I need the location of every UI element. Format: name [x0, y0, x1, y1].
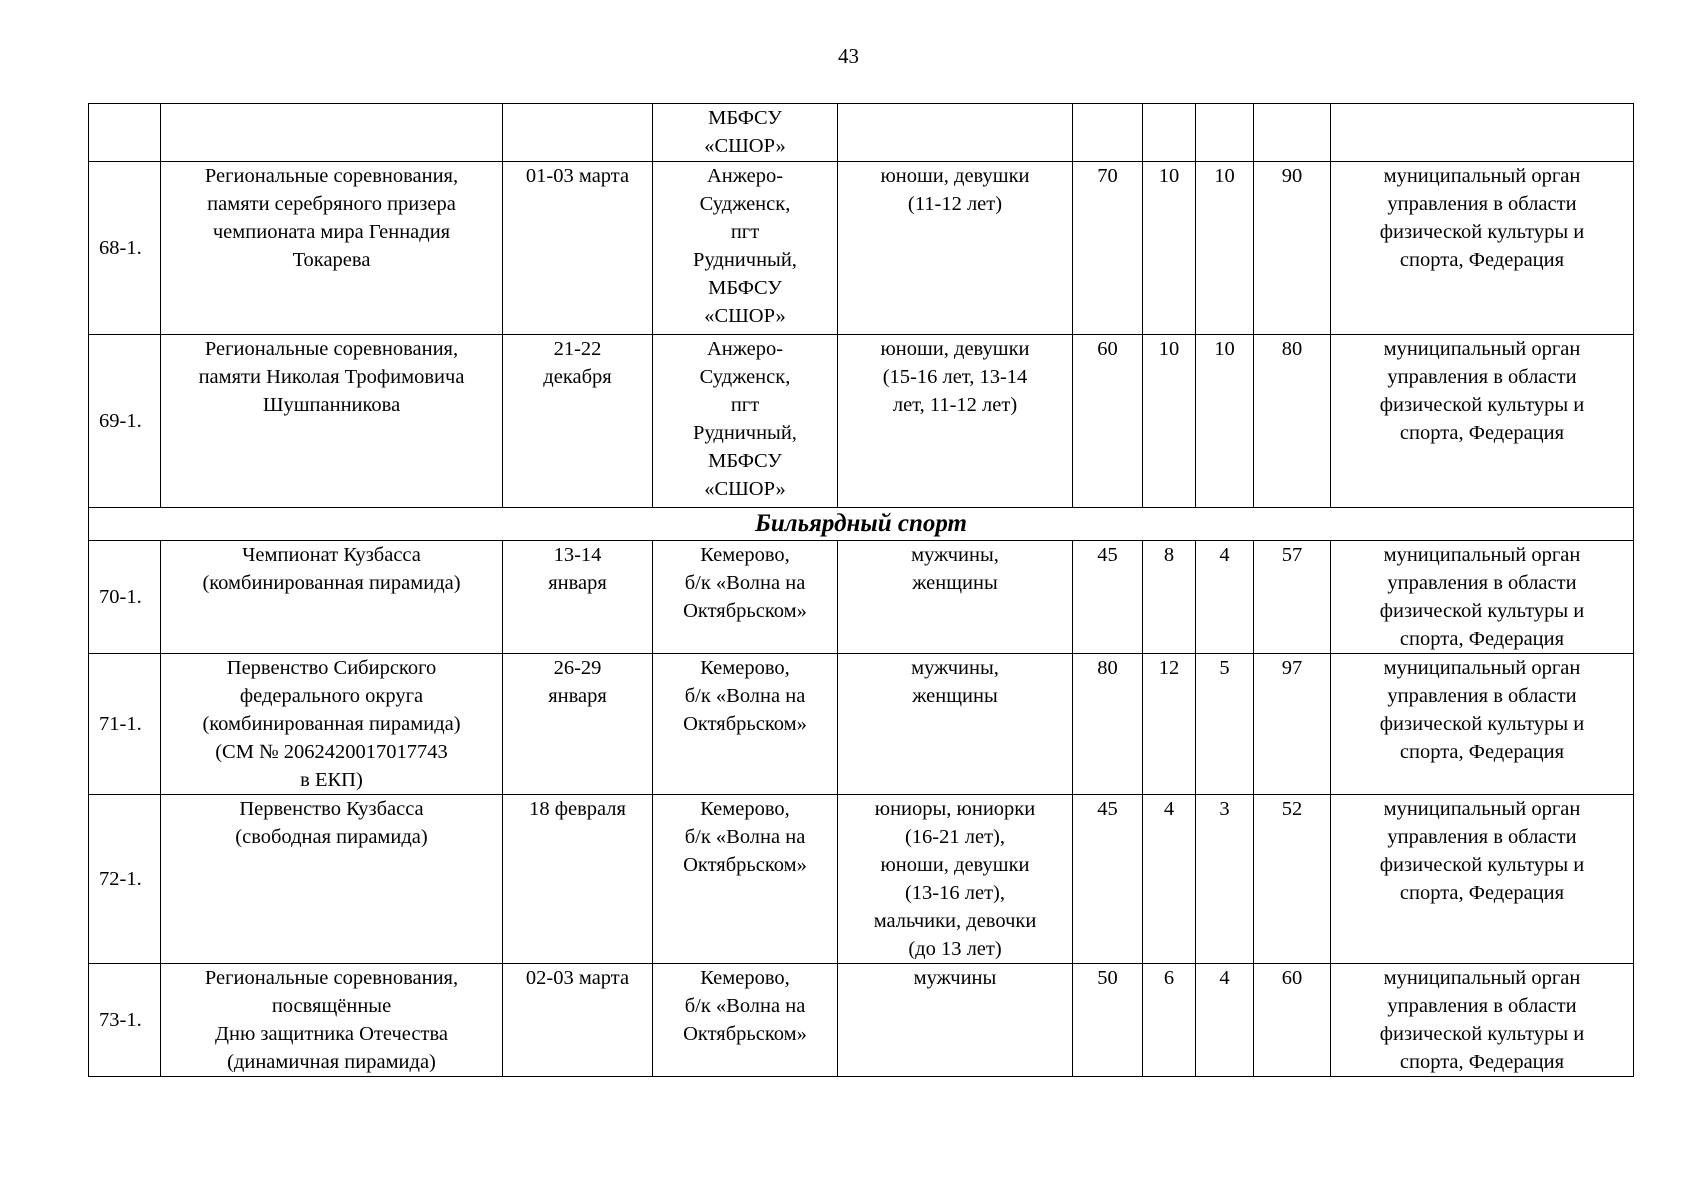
- event-number: 72-1.: [89, 795, 161, 964]
- event-number: 71-1.: [89, 654, 161, 795]
- event-place: Кемерово, б/к «Волна на Октябрьском»: [653, 795, 838, 964]
- event-count-1: 45: [1073, 541, 1143, 654]
- event-count-2: 10: [1143, 162, 1196, 335]
- event-dates: 13-14 января: [503, 541, 653, 654]
- event-count-total: 80: [1254, 335, 1331, 508]
- event-dates: 02-03 марта: [503, 964, 653, 1077]
- page-number: 43: [838, 44, 859, 68]
- event-name: [161, 104, 503, 162]
- event-name: Первенство Сибирского федерального округа (комбинированная пирамида) (СМ № 2062420017017743 в ЕКП): [161, 654, 503, 795]
- table-row: [89, 964, 1634, 1077]
- event-count-2: 10: [1143, 335, 1196, 508]
- table-row: [89, 795, 1634, 964]
- event-count-1: 70: [1073, 162, 1143, 335]
- event-count-1: 45: [1073, 795, 1143, 964]
- event-participants: мужчины, женщины: [838, 654, 1073, 795]
- event-organizer: муниципальный орган управления в области физической культуры и спорта, Федерация: [1331, 964, 1634, 1077]
- event-count-total: 90: [1254, 162, 1331, 335]
- event-organizer: муниципальный орган управления в области физической культуры и спорта, Федерация: [1331, 795, 1634, 964]
- event-dates: 21-22 декабря: [503, 335, 653, 508]
- table-row: [89, 335, 1634, 508]
- event-count-3: 10: [1196, 335, 1254, 508]
- event-place: Анжеро- Судженск, пгт Рудничный, МБФСУ «СШОР»: [653, 162, 838, 335]
- event-name: Региональные соревнования, памяти серебряного призера чемпионата мира Геннадия Токарева: [161, 162, 503, 335]
- event-organizer: муниципальный орган управления в области физической культуры и спорта, Федерация: [1331, 335, 1634, 508]
- event-count-total: 97: [1254, 654, 1331, 795]
- event-dates: [503, 104, 653, 162]
- event-organizer: муниципальный орган управления в области физической культуры и спорта, Федерация: [1331, 162, 1634, 335]
- event-organizer: муниципальный орган управления в области физической культуры и спорта, Федерация: [1331, 541, 1634, 654]
- event-participants: юноши, девушки (11-12 лет): [838, 162, 1073, 335]
- event-count-2: 4: [1143, 795, 1196, 964]
- event-dates: 18 февраля: [503, 795, 653, 964]
- table-row: [89, 654, 1634, 795]
- event-place: Кемерово, б/к «Волна на Октябрьском»: [653, 541, 838, 654]
- event-count-3: [1196, 104, 1254, 162]
- event-name: Региональные соревнования, посвящённые Дню защитника Отечества (динамичная пирамида): [161, 964, 503, 1077]
- event-count-3: 4: [1196, 541, 1254, 654]
- event-place: МБФСУ «СШОР»: [653, 104, 838, 162]
- table-row: [89, 104, 1634, 162]
- event-count-3: 3: [1196, 795, 1254, 964]
- table-row: [89, 162, 1634, 335]
- event-number: [89, 104, 161, 162]
- event-count-1: [1073, 104, 1143, 162]
- event-participants: мужчины: [838, 964, 1073, 1077]
- event-count-2: 6: [1143, 964, 1196, 1077]
- section-row: [89, 508, 1634, 541]
- event-count-1: 80: [1073, 654, 1143, 795]
- event-count-total: 52: [1254, 795, 1331, 964]
- event-name: Первенство Кузбасса (свободная пирамида): [161, 795, 503, 964]
- event-count-total: 57: [1254, 541, 1331, 654]
- event-count-2: [1143, 104, 1196, 162]
- event-count-1: 50: [1073, 964, 1143, 1077]
- event-name: Региональные соревнования, памяти Николая Трофимовича Шушпанникова: [161, 335, 503, 508]
- event-organizer: [1331, 104, 1634, 162]
- event-place: Кемерово, б/к «Волна на Октябрьском»: [653, 964, 838, 1077]
- event-place: Кемерово, б/к «Волна на Октябрьском»: [653, 654, 838, 795]
- event-name: Чемпионат Кузбасса (комбинированная пирамида): [161, 541, 503, 654]
- event-participants: юноши, девушки (15-16 лет, 13-14 лет, 11-12 лет): [838, 335, 1073, 508]
- table-row: [89, 541, 1634, 654]
- events-table: [88, 103, 1634, 1077]
- event-number: 70-1.: [89, 541, 161, 654]
- event-count-3: 4: [1196, 964, 1254, 1077]
- event-dates: 26-29 января: [503, 654, 653, 795]
- event-participants: мужчины, женщины: [838, 541, 1073, 654]
- section-title: Бильярдный спорт: [89, 508, 1634, 541]
- event-count-3: 5: [1196, 654, 1254, 795]
- event-count-1: 60: [1073, 335, 1143, 508]
- event-count-total: 60: [1254, 964, 1331, 1077]
- event-count-3: 10: [1196, 162, 1254, 335]
- event-participants: юниоры, юниорки (16-21 лет), юноши, девушки (13-16 лет), мальчики, девочки (до 13 лет): [838, 795, 1073, 964]
- event-number: 68-1.: [89, 162, 161, 335]
- event-count-2: 8: [1143, 541, 1196, 654]
- event-count-2: 12: [1143, 654, 1196, 795]
- event-place: Анжеро- Судженск, пгт Рудничный, МБФСУ «СШОР»: [653, 335, 838, 508]
- event-number: 73-1.: [89, 964, 161, 1077]
- event-number: 69-1.: [89, 335, 161, 508]
- event-dates: 01-03 марта: [503, 162, 653, 335]
- event-participants: [838, 104, 1073, 162]
- event-organizer: муниципальный орган управления в области физической культуры и спорта, Федерация: [1331, 654, 1634, 795]
- event-count-total: [1254, 104, 1331, 162]
